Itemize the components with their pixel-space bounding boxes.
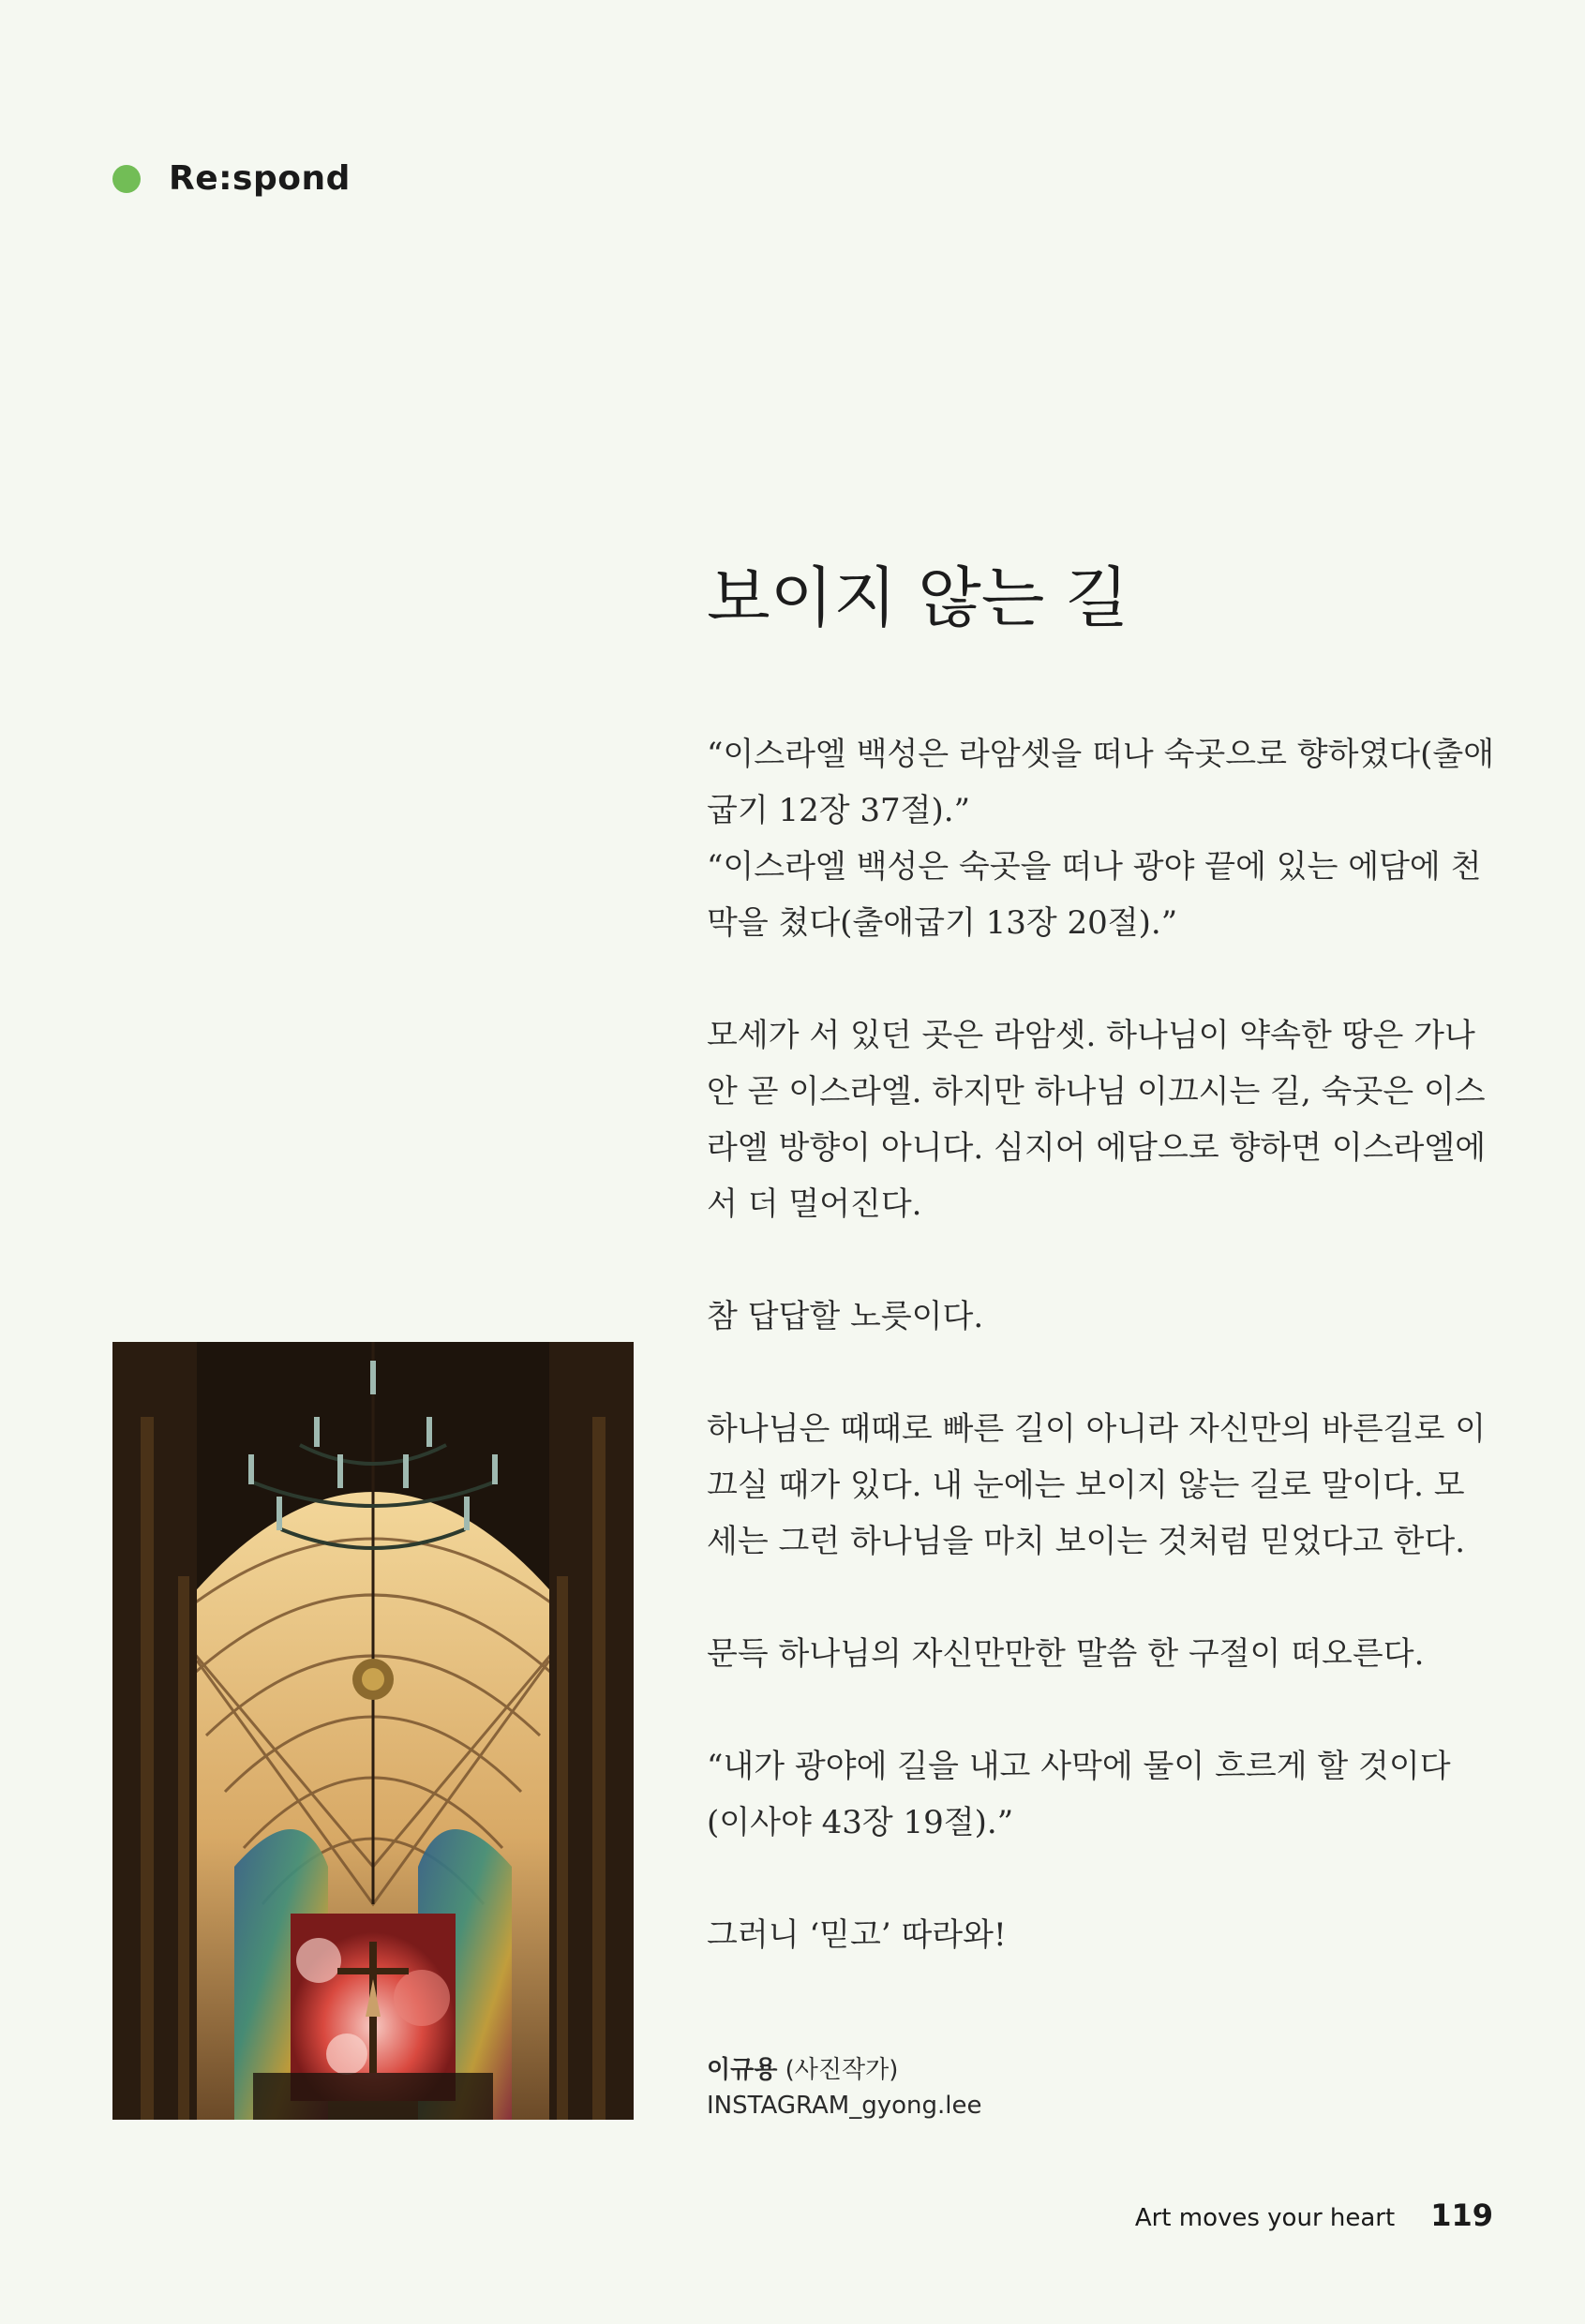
credit-name: 이규용 <box>707 2056 778 2084</box>
paragraph-closing <box>707 1907 1475 1963</box>
text-line: (이사야 43장 19절).” <box>707 1804 1014 1841</box>
text-line: “이스라엘 백성은 숙곳을 떠나 광야 끝에 있는 에담에 천 <box>707 848 1482 886</box>
text-line: 끄실 때가 있다. 내 눈에는 보이지 않는 길로 말이다. 모 <box>707 1467 1465 1504</box>
paragraph-recollection <box>707 1626 1475 1682</box>
paragraph-gods-way <box>707 1401 1487 1570</box>
text-line: 문득 하나님의 자신만만한 말씀 한 구절이 떠오른다. <box>707 1635 1425 1673</box>
photo-credit <box>707 2052 981 2123</box>
credit-role: (사진작가) <box>785 2056 899 2084</box>
text-line: “내가 광야에 길을 내고 사막에 물이 흐르게 할 것이다 <box>707 1748 1451 1785</box>
page-footer <box>1135 2197 1493 2233</box>
section-label: Re:spond <box>169 159 351 198</box>
paragraph-isaiah-quote <box>707 1738 1475 1851</box>
article-title: 보이지 않는 길 <box>707 559 1129 636</box>
article <box>707 559 1495 2019</box>
page-number: 119 <box>1430 2197 1493 2233</box>
text-line: “이스라엘 백성은 라암셋을 떠나 숙곳으로 향하였다(출애 <box>707 736 1495 773</box>
text-line: 굽기 12장 37절).” <box>707 792 970 829</box>
section-dot-icon <box>112 165 141 193</box>
paragraph-moses-location <box>707 1007 1487 1232</box>
cathedral-illustration <box>112 1342 634 2120</box>
text-line: 하나님은 때때로 빠른 길이 아니라 자신만의 바른길로 이 <box>707 1410 1487 1448</box>
section-tag <box>112 159 351 198</box>
paragraph-frustration <box>707 1289 1475 1345</box>
text-line: 참 답답할 노릇이다. <box>707 1298 984 1335</box>
credit-instagram-handle: INSTAGRAM_gyong.lee <box>707 2092 982 2120</box>
text-line: 그러니 ‘믿고’ 따라와! <box>707 1916 1007 1954</box>
text-line: 모세가 서 있던 곳은 라암셋. 하나님이 약속한 땅은 가나 <box>707 1017 1475 1054</box>
paragraph-scripture-quotes <box>707 726 1495 951</box>
text-line: 세는 그런 하나님을 마치 보이는 것처럼 믿었다고 한다. <box>707 1523 1466 1560</box>
credit-name-row <box>707 2052 981 2088</box>
text-line: 막을 쳤다(출애굽기 13장 20절).” <box>707 904 1178 942</box>
text-line: 안 곧 이스라엘. 하지만 하나님 이끄시는 길, 숙곳은 이스 <box>707 1073 1486 1110</box>
cathedral-photo <box>112 1342 634 2120</box>
footer-tagline: Art moves your heart <box>1134 2204 1396 2232</box>
text-line: 라엘 방향이 아니다. 심지어 에담으로 향하면 이스라엘에 <box>707 1129 1487 1167</box>
text-line: 서 더 멀어진다. <box>707 1185 922 1223</box>
